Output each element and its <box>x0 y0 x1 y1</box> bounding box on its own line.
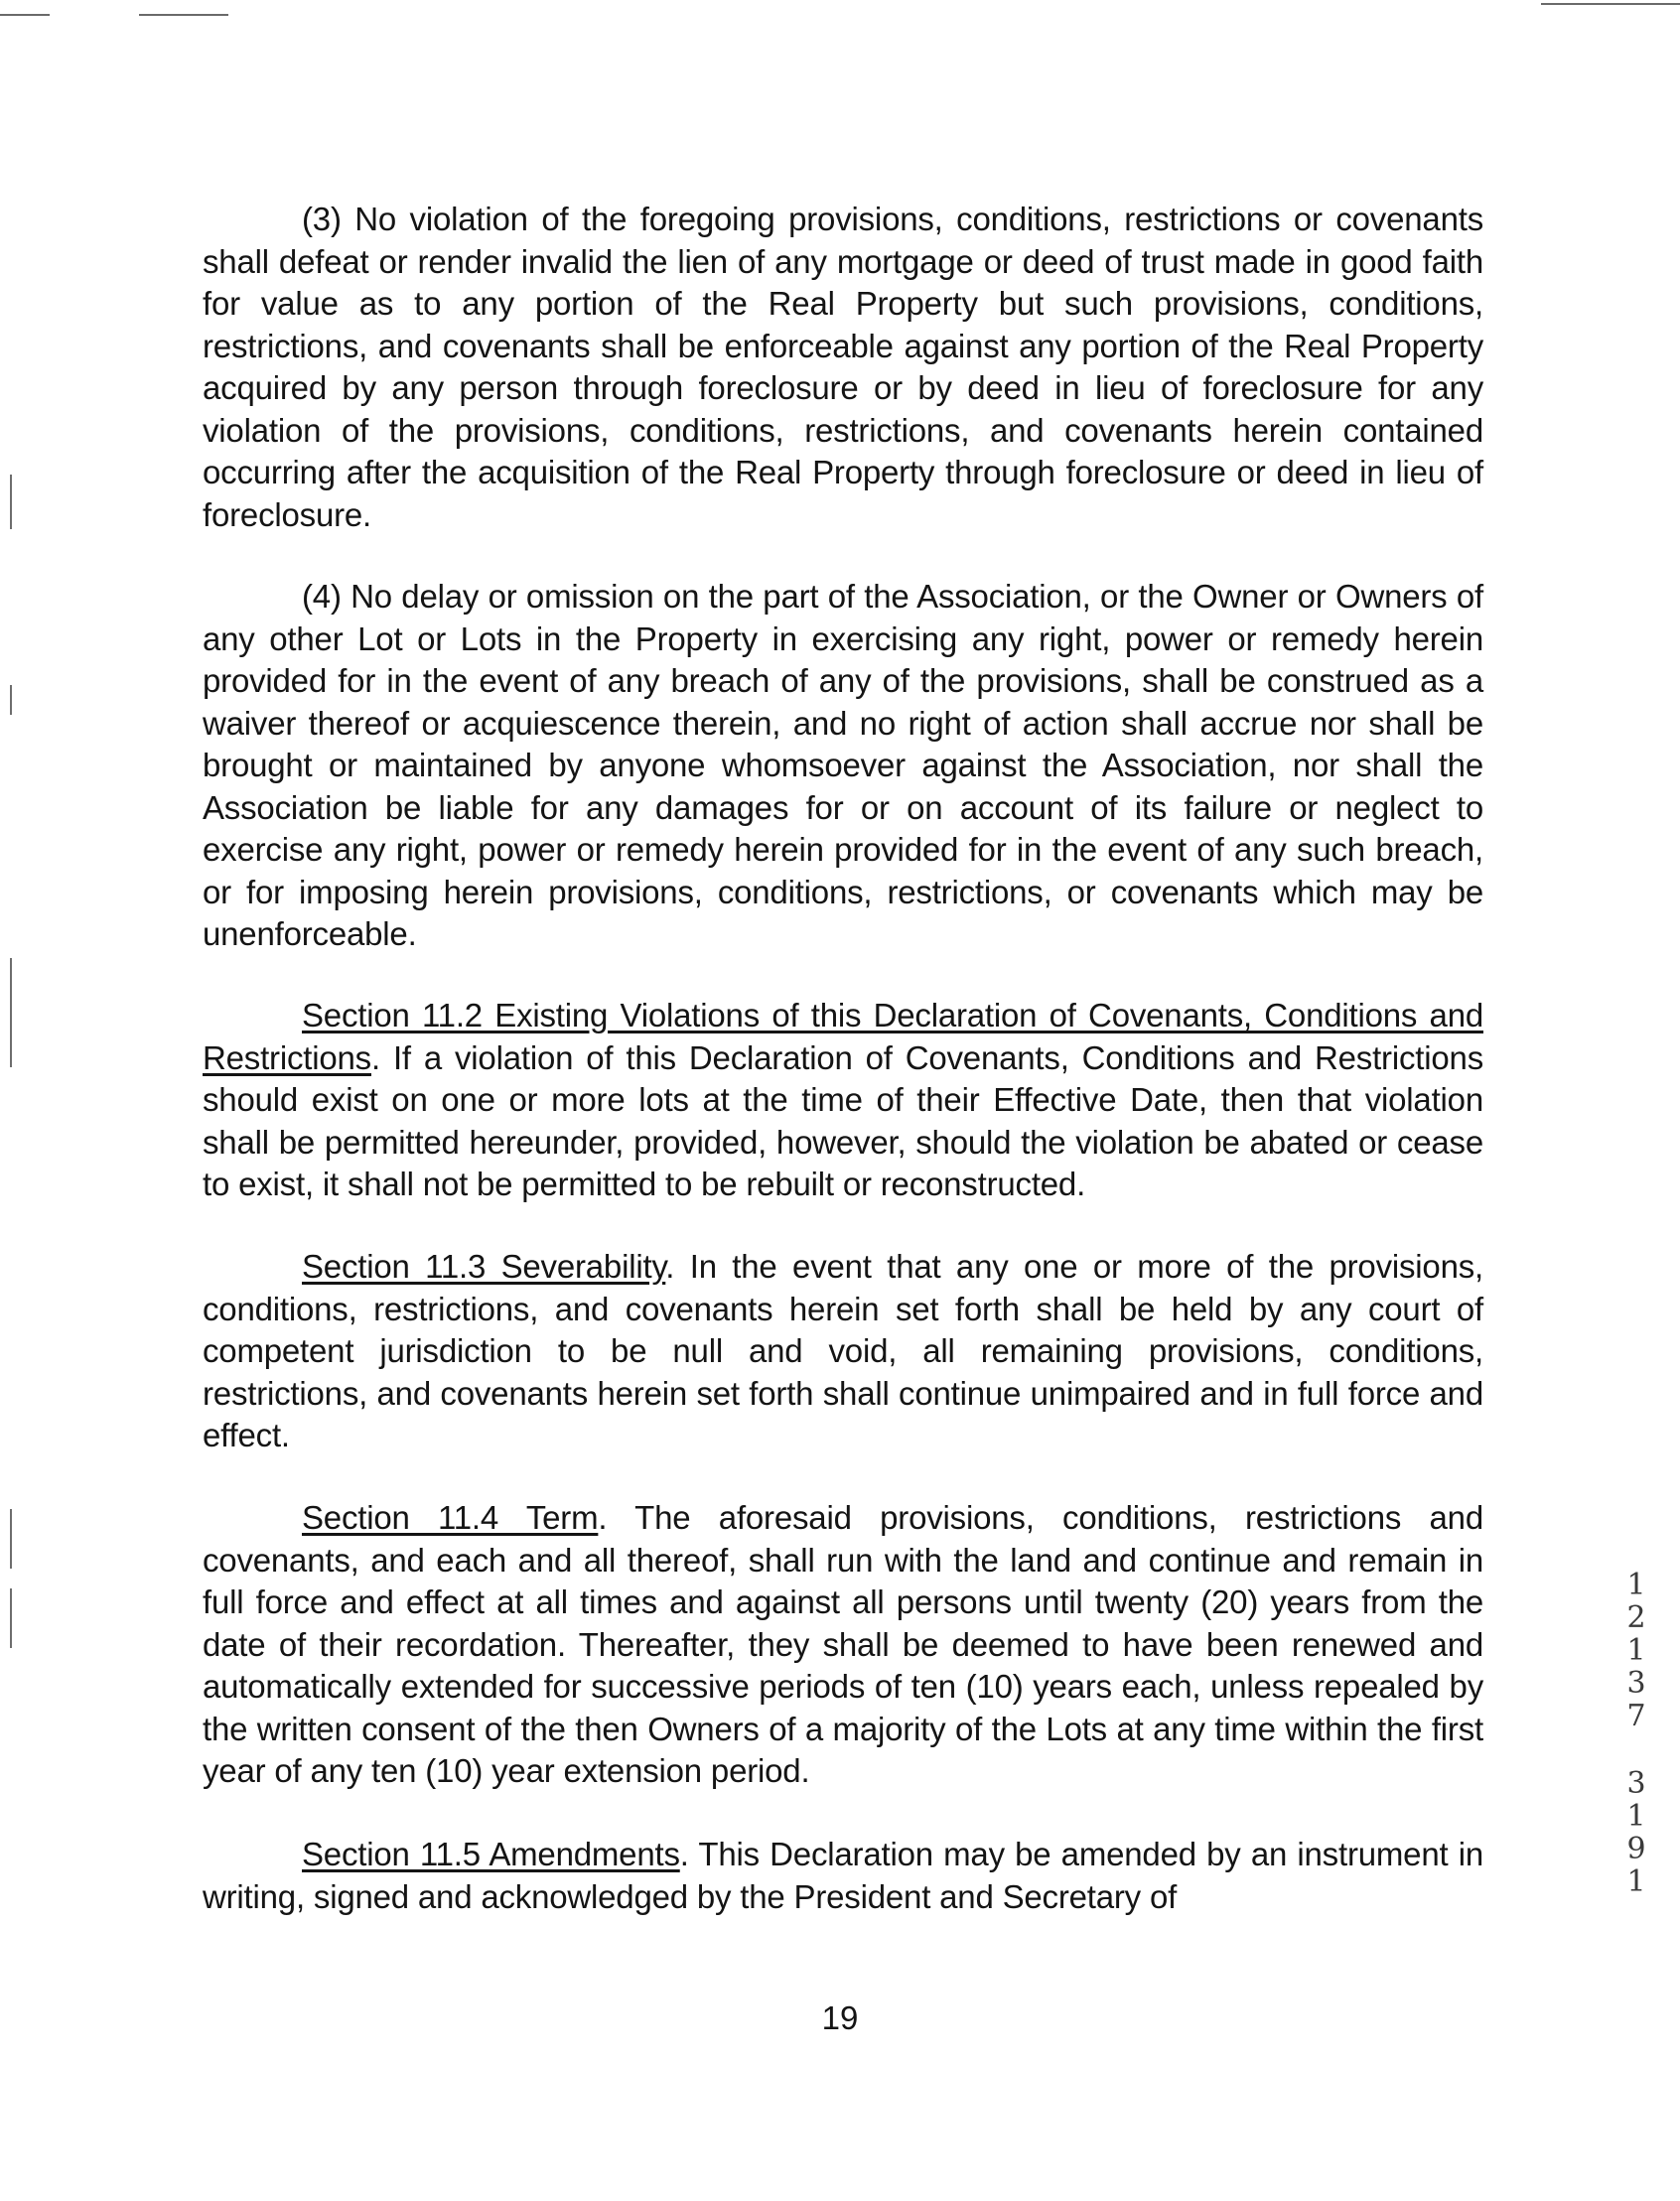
scan-artifact-line <box>1541 3 1680 5</box>
stamp-digit: 1 <box>1626 1864 1646 1899</box>
stamp-digit: 2 <box>1626 1600 1646 1635</box>
stamp-digit: 3 <box>1626 1766 1646 1801</box>
section-11-3 <box>203 1246 1483 1457</box>
scan-artifact-line <box>139 14 228 16</box>
stamp-digit: 9 <box>1626 1832 1646 1866</box>
stamp-digit: 3 <box>1626 1666 1646 1701</box>
section-heading: Section 11.2 Existing Violations of this Declaration of Covenants, Conditions and Restrictions <box>203 997 1483 1076</box>
section-body: . This Declaration may be amended by an instrument in writing, signed and acknowledged by the President and Secretary of <box>203 1836 1483 1915</box>
section-heading: Section 11.4 Term <box>302 1499 599 1536</box>
section-11-5 <box>203 1834 1483 1918</box>
stamp-digit: 1 <box>1626 1799 1646 1834</box>
section-body: . In the event that any one or more of the provisions, conditions, restrictions, and covenants herein set forth shall be held by any court of competent jurisdiction to be null and void, all remaining provisions, conditions, restrictions, and covenants herein set forth shall continue unimpaired and in full force and effect. <box>203 1248 1484 1453</box>
margin-scan-mark <box>10 1588 12 1648</box>
section-heading: Section 11.5 Amendments <box>302 1836 680 1872</box>
stamp-digit: 7 <box>1626 1699 1646 1733</box>
paragraph-4-text: (4) No delay or omission on the part of the Association, or the Owner or Owners of any other Lot or Lots in the Property in exercising any right, power or remedy herein provided for in the event of any breach of any of the provisions, shall be construed as a waiver thereof or acquiescence therein, and no right of action shall accrue nor shall be brought or maintained by anyone whomsoever against the Association, nor shall the Association be liable for any damages for or on account of its failure or neglect to exercise any right, power or remedy herein provided for in the event of any such breach, or for imposing herein provisions, conditions, restrictions, or covenants which may be unenforceable. <box>203 578 1483 952</box>
recording-stamp-upper <box>1616 1569 1656 1732</box>
margin-scan-mark <box>10 475 12 529</box>
scan-artifact-line <box>0 14 50 16</box>
section-body: . If a violation of this Declaration of Covenants, Conditions and Restrictions should exist on one or more lots at the time of their Effective Date, then that violation shall be permitted hereunder, provided, however, should the violation be abated or cease to exist, it shall not be permitted to be rebuilt or reconstructed. <box>203 1038 1483 1202</box>
margin-scan-mark <box>10 685 12 715</box>
section-11-4 <box>203 1497 1483 1793</box>
paragraph-3 <box>203 199 1483 536</box>
stamp-digit: 1 <box>1626 1568 1646 1602</box>
section-11-2 <box>203 995 1483 1206</box>
section-heading: Section 11.3 Severability <box>302 1248 666 1285</box>
recording-stamp-lower <box>1616 1767 1656 1898</box>
page-number: 19 <box>821 1999 859 2036</box>
section-body: . The aforesaid provisions, conditions, restrictions and covenants, and each and all thereof, shall run with the land and continue and remain in full force and effect at all times and against all persons until twenty (20) years from the date of their recordation. Thereafter, they shall be deemed to have been renewed and automatically extended for successive periods of ten (10) years each, unless repealed by the written consent of the then Owners of a majority of the Lots at any time within the first year of any ten (10) year extension period. <box>203 1499 1483 1789</box>
margin-scan-mark <box>10 958 12 1067</box>
paragraph-4 <box>203 576 1483 956</box>
paragraph-3-text: (3) No violation of the foregoing provisions, conditions, restrictions or covenants shall defeat or render invalid the lien of any mortgage or deed of trust made in good faith for value as to any portion of the Real Property but such provisions, conditions, restrictions, and covenants shall be enforceable against any portion of the Real Property acquired by any person through foreclosure or by deed in lieu of foreclosure for any violation of the provisions, conditions, restrictions, and covenants herein contained occurring after the acquisition of the Real Property through foreclosure or deed in lieu of foreclosure. <box>203 201 1483 533</box>
stamp-digit: 1 <box>1626 1633 1646 1668</box>
margin-scan-mark <box>10 1509 12 1569</box>
